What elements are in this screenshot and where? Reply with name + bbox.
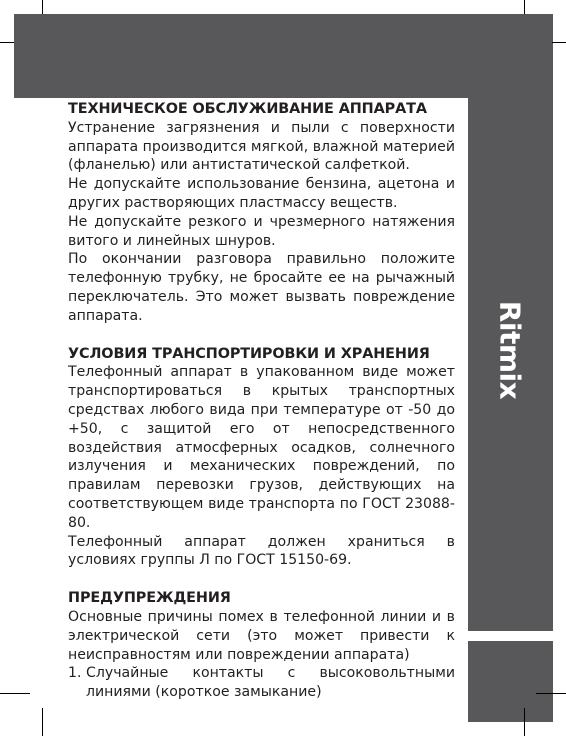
section-heading: ТЕХНИЧЕСКОЕ ОБСЛУЖИВАНИЕ АППАРАТА: [68, 101, 427, 117]
paragraph: Не допускайте использование бензина, ацетона и других растворяющих пластмассу веществ.: [68, 176, 455, 211]
paragraph: По окончании разговора правильно положите телефонную трубку, не бросайте ее на рычажный переключатель. Это может вызвать повреждение аппарата.: [68, 251, 455, 324]
crop-mark: [0, 42, 14, 43]
section-maintenance: [68, 100, 455, 326]
crop-mark: [0, 693, 30, 694]
crop-mark: [42, 708, 43, 736]
list-item: [68, 664, 455, 702]
crop-mark: [536, 693, 566, 694]
page-number-box: [468, 641, 553, 722]
paragraph: Телефонный аппарат в упакованном виде может транспортироваться в крытых транспортных средствах любого вида при температуре от -50 до +50, с защитой его от непосредственного воздействия атмосферных осадков, солнечного излучения и механических повреждений, по правилам перевозки грузов, действующих на соответствующем виде транспорта по ГОСТ 23088-80.: [68, 364, 455, 531]
crop-mark: [524, 708, 525, 736]
section-warnings: [68, 589, 455, 702]
section-transport-storage: [68, 345, 455, 571]
header-band: [14, 14, 553, 98]
crop-mark: [552, 42, 566, 43]
paragraph: Не допускайте резкого и чрезмерного натяжения витого и линейных шнуров.: [68, 213, 455, 249]
crop-mark: [42, 0, 43, 14]
document-body: [68, 100, 455, 702]
list-text: Случайные контакты с высоковольтными линиями (короткое замыкание): [86, 665, 455, 701]
paragraph: Устранение загрязнения и пыли с поверхности аппарата производится мягкой, влажной материей (фланелью) или антистатической салфеткой.: [68, 119, 455, 174]
crop-mark: [524, 0, 525, 14]
section-heading: УСЛОВИЯ ТРАНСПОРТИРОВКИ И ХРАНЕНИЯ: [68, 345, 430, 362]
section-heading: ПРЕДУПРЕЖДЕНИЯ: [68, 590, 231, 607]
paragraph: Основные причины помех в телефонной линии и в электрической сети (это может привести к неисправностям или повреждении аппарата): [68, 608, 455, 663]
ritmix-logo: Ritmix: [493, 300, 527, 400]
paragraph: Телефонный аппарат должен храниться в условиях группы Л по ГОСТ 15150-69.: [68, 533, 455, 569]
list-number: 1.: [68, 665, 82, 682]
